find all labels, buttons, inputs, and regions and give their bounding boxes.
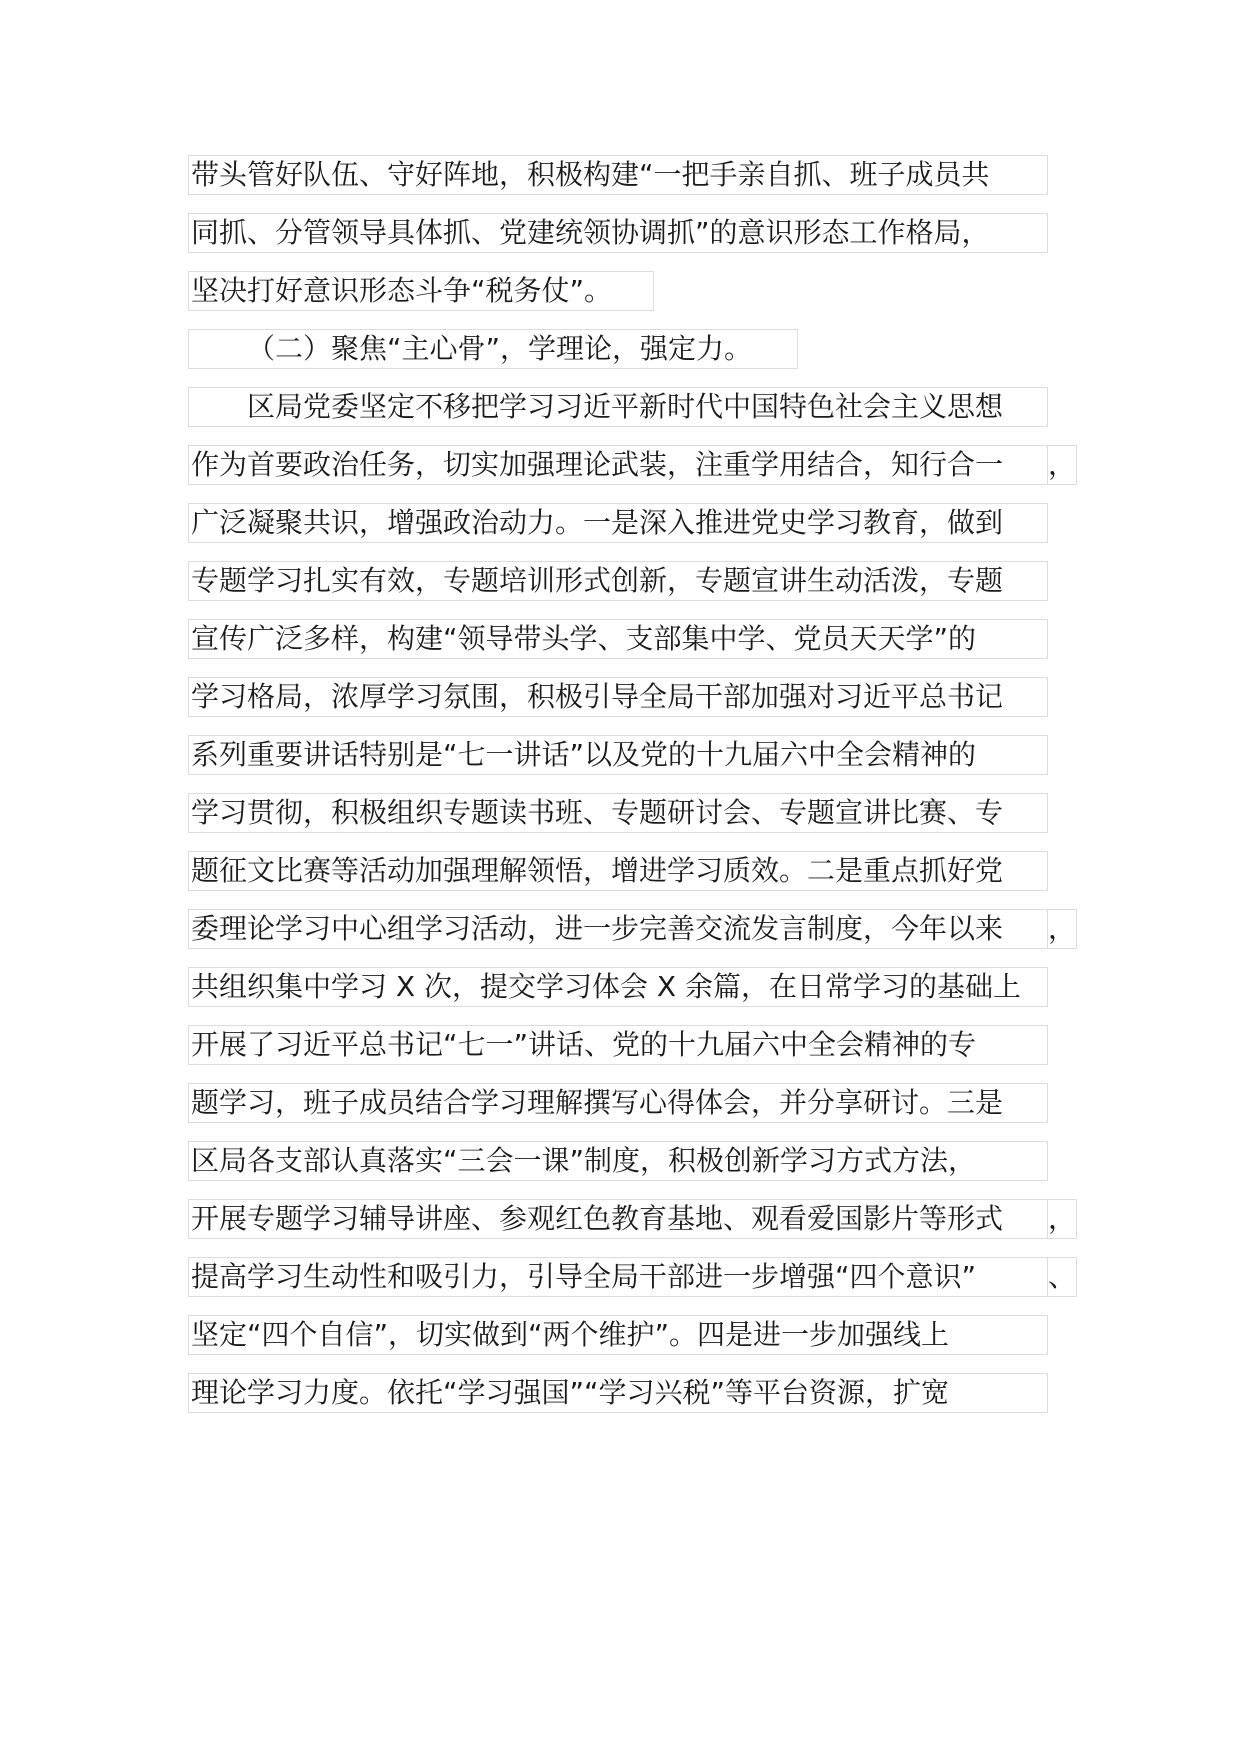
text-line-8: 专题学习扎实有效，专题培训形式创新，专题宣讲生动活泼，专题 bbox=[188, 561, 1048, 601]
text-line-20: 提高学习生动性和吸引力，引导全局干部进一步增强“四个意识” bbox=[188, 1257, 1048, 1297]
line-tail-punctuation: ， bbox=[1047, 1199, 1077, 1239]
text-line-22: 理论学习力度。依托“学习强国”“学习兴税”等平台资源，扩宽 bbox=[188, 1373, 1048, 1413]
text-line-5: 区局党委坚定不移把学习习近平新时代中国特色社会主义思想 bbox=[188, 387, 1048, 427]
line-tail-punctuation: 、 bbox=[1047, 1257, 1077, 1297]
text-line-21: 坚定“四个自信”，切实做到“两个维护”。四是进一步加强线上 bbox=[188, 1315, 1048, 1355]
text-line-6: 作为首要政治任务，切实加强理论武装，注重学用结合，知行合一 bbox=[188, 445, 1048, 485]
text-line-12: 学习贯彻，积极组织专题读书班、专题研讨会、专题宣讲比赛、专 bbox=[188, 793, 1048, 833]
text-line-19: 开展专题学习辅导讲座、参观红色教育基地、观看爱国影片等形式 bbox=[188, 1199, 1048, 1239]
text-line-3: 坚决打好意识形态斗争“税务仗”。 bbox=[188, 271, 654, 311]
text-line-11: 系列重要讲话特别是“七一讲话”以及党的十九届六中全会精神的 bbox=[188, 735, 1048, 775]
text-line-17: 题学习，班子成员结合学习理解撰写心得体会，并分享研讨。三是 bbox=[188, 1083, 1048, 1123]
text-line-18: 区局各支部认真落实“三会一课”制度，积极创新学习方式方法， bbox=[188, 1141, 1048, 1181]
text-line-16: 开展了习近平总书记“七一”讲话、党的十九届六中全会精神的专 bbox=[188, 1025, 1048, 1065]
section-heading: （二）聚焦“主心骨”，学理论，强定力。 bbox=[188, 329, 798, 369]
text-line-9: 宣传广泛多样，构建“领导带头学、支部集中学、党员天天学”的 bbox=[188, 619, 1048, 659]
line-tail-punctuation: ， bbox=[1047, 909, 1077, 949]
text-line-15: 共组织集中学习 X 次，提交学习体会 X 余篇，在日常学习的基础上 bbox=[188, 967, 1048, 1007]
text-line-14: 委理论学习中心组学习活动，进一步完善交流发言制度，今年以来 bbox=[188, 909, 1048, 949]
text-line-7: 广泛凝聚共识，增强政治动力。一是深入推进党史学习教育，做到 bbox=[188, 503, 1048, 543]
text-line-13: 题征文比赛等活动加强理解领悟，增进学习质效。二是重点抓好党 bbox=[188, 851, 1048, 891]
text-line-2: 同抓、分管领导具体抓、党建统领协调抓”的意识形态工作格局， bbox=[188, 213, 1048, 253]
text-line-10: 学习格局，浓厚学习氛围，积极引导全局干部加强对习近平总书记 bbox=[188, 677, 1048, 717]
line-tail-punctuation: ， bbox=[1047, 445, 1077, 485]
text-line-1: 带头管好队伍、守好阵地，积极构建“一把手亲自抓、班子成员共 bbox=[188, 155, 1048, 195]
